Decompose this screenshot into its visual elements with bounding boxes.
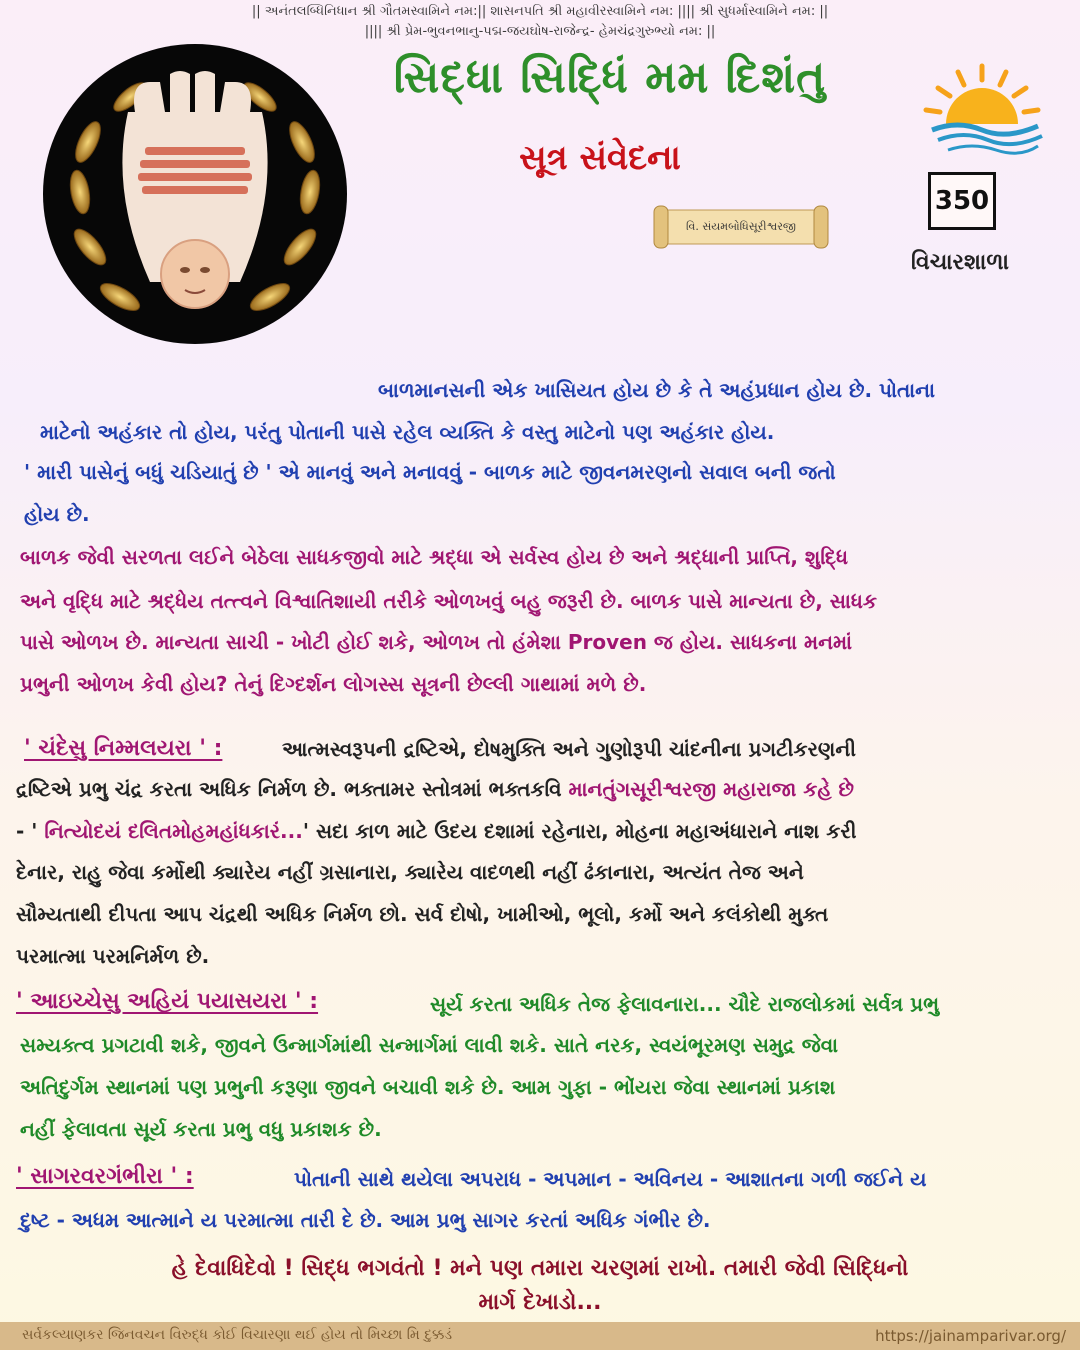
series-name: વિચારશાળા [911,250,1009,275]
section1-line-3 [16,819,857,843]
section2-heading: ' આઇચ્ચેસુ અહિયં પયાસયરા ' : [16,989,319,1014]
section3-heading: ' સાગરવરગંભીરા ' : [16,1164,194,1189]
section1-quote: નિત્યોદયં દલિતમોહમહાંધકારં... [44,819,303,843]
footer-disclaimer: સર્વકલ્યાણકર જિનવચન વિરુદ્ધ કોઈ વિચારણા થઈ હોય તો મિચ્છા મિ દુક્કડં [22,1327,453,1343]
intro-line-3: ' મારી પાસેનું બધું ચડિયાતું છે ' એ માનવું અને મનાવવું - બાળક માટે જીવનમરણનો સવાલ બની જતો [24,460,836,484]
section2-line-2: સમ્યક્ત્વ પ્રગટાવી શકે, જીવને ઉન્માર્ગમાંથી સન્માર્ગમાં લાવી શકે. સાતે નરક, સ્વયંભૂરમણ સમુદ્ર જેવા [20,1033,839,1057]
closing-prayer-line-1: હે દેવાધિદેવો ! સિદ્ધ ભગવંતો ! મને પણ તમારા ચરણમાં રાખો. તમારી જેવી સિદ્ધિનો [171,1256,909,1281]
page-title: સિદ્ધા સિદ્ધિં મમ દિશંતુ [393,52,827,103]
intro-line-1: બાળમાનસની એક ખાસિયત હોય છે કે તે અહંપ્રધાન હોય છે. પોતાના [378,378,935,402]
page-subtitle: સૂત્ર સંવેદના [519,138,681,178]
para2-line-1: બાળક જેવી સરળતા લઈને બેઠેલા સાધકજીવો માટે શ્રદ્ધા એ સર્વસ્વ હોય છે અને શ્રદ્ધાની પ્રાપ્તિ, શુદ્ધિ [20,545,849,569]
section1-line-4: દેનાર, રાહુ જેવા કર્મોથી ક્યારેય નહીં ગ્રસાનારા, ક્યારેય વાદળથી નહીં ઢંકાનારા, અત્યંત તેજ અને [16,860,804,884]
footer-url-link[interactable]: https://jainamparivar.org/ [875,1327,1066,1345]
section1-line-2a: દ્રષ્ટિએ પ્રભુ ચંદ્ર કરતા અધિક નિર્મળ છે. ભક્તામર સ્તોત્રમાં ભક્તકવિ [16,777,569,801]
author-name: વિ. સંયમબોધિસૂરીશ્વરજી [686,220,796,233]
para2-line-2: અને વૃદ્ધિ માટે શ્રદ્ધેય તત્ત્વને વિશ્વાતિશાયી તરીકે ઓળખવું બહુ જરૂરી છે. બાળક પાસે માન્યતા છે, સાધક [20,589,877,613]
intro-line-2: માટેનો અહંકાર તો હોય, પરંતુ પોતાની પાસે રહેલ વ્યક્તિ કે વસ્તુ માટેનો પણ અહંકાર હોય. [40,420,775,444]
invocation-line-1: || અનંતલબ્ધિનિધાન શ્રી ગૌતમસ્વામિને નમ:|| શાસનપતિ શ્રી મહાવીરસ્વામિને નમ: |||| શ્રી સુધર્માસ્વામિને નમ: || [251,4,829,19]
section2-line-4: નહીં ફેલાવતા સૂર્ય કરતા પ્રભુ વધુ પ્રકાશક છે. [20,1117,382,1141]
section2-line-3: અતિદુર્ગમ સ્થાનમાં પણ પ્રભુની કરૂણા જીવને બચાવી શકે છે. આમ ગુફા - ભોંયરા જેવા સ્થાનમાં પ્રકાશ [20,1075,836,1099]
section1-line-3a: - ' [16,819,45,843]
guru-emblem-logo [40,42,350,347]
section2-line-1: સૂર્ય કરતા અધિક તેજ ફેલાવનારા... ચૌદે રાજલોકમાં સર્વત્ર પ્રભુ [430,992,940,1016]
section1-poet-name: માનતુંગસૂરીશ્વરજી મહારાજા કહે છે [568,777,855,801]
invocation-line-2: |||| શ્રી પ્રેમ-ભુવનભાનુ-પદ્મ-જયઘોષ-રાજેન્દ્ર- હેમચંદ્રગુરુભ્યો નમ: || [364,24,716,39]
section1-line-3c: ' સદા કાળ માટે ઉદય દશામાં રહેનારા, મોહના મહાઅંધારાને નાશ કરી [302,819,857,843]
section1-line-6: પરમાત્મા પરમનિર્મળ છે. [16,944,210,968]
section3-line-2: દુષ્ટ - અધમ આત્માને ય પરમાત્મા તારી દે છે. આમ પ્રભુ સાગર કરતાં અધિક ગંભીર છે. [20,1208,711,1232]
section3-line-1: પોતાની સાથે થયેલા અપરાધ - અપમાન - અવિનય - આશાતના ગળી જઈને ય [294,1167,927,1191]
issue-number-badge: 350 [928,172,996,230]
sun-waves-icon [918,58,1046,158]
section1-line-1: આત્મસ્વરૂપની દ્રષ્ટિએ, દોષમુક્તિ અને ગુણોરૂપી ચાંદનીના પ્રગટીકરણની [282,737,856,761]
para2-line-4: પ્રભુની ઓળખ કેવી હોય? તેનું દિગ્દર્શન લોગસ્સ સૂત્રની છેલ્લી ગાથામાં મળે છે. [20,672,647,696]
section1-line-2 [16,777,854,801]
para2-line-3: પાસે ઓળખ છે. માન્યતા સાચી - ખોટી હોઈ શકે, ઓળખ તો હંમેશા Proven જ હોય. સાધકના મનમાં [20,630,853,654]
intro-line-4: હોય છે. [24,502,90,526]
closing-prayer-line-2: માર્ગ દેખાડો... [478,1290,602,1315]
section1-heading: ' ચંદેસુ નિમ્મલયરા ' : [24,736,223,761]
section1-line-5: સૌમ્યતાથી દીપતા આપ ચંદ્રથી અધિક નિર્મળ છો. સર્વ દોષો, ખામીઓ, ભૂલો, કર્મો અને કલંકોથી મુક્ત [16,902,829,926]
